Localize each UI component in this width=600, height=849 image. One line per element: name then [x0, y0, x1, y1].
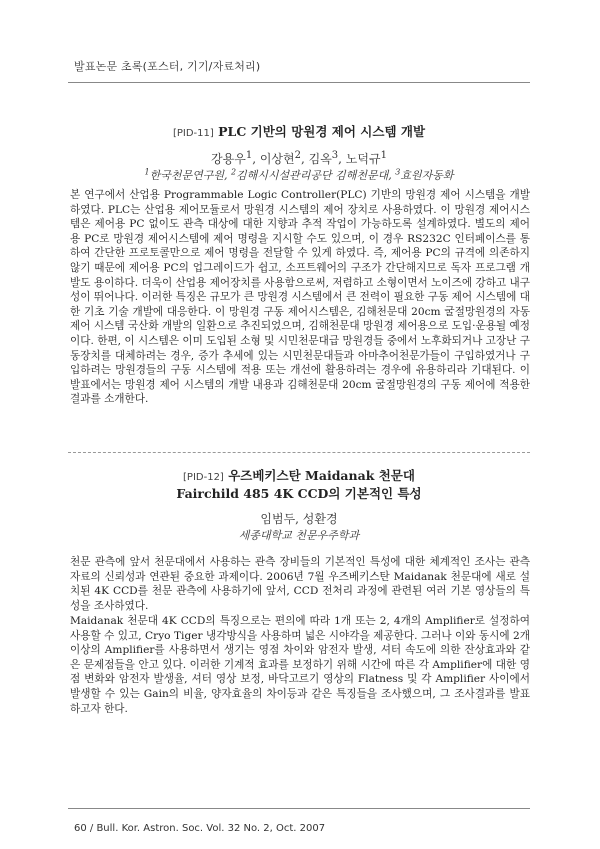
footer-citation: 60 / Bull. Kor. Astron. Soc. Vol. 32 No. 2, Oct. 2007	[74, 823, 326, 834]
abstract2-body-para1: 천문 관측에 앞서 천문대에서 사용하는 관측 장비들의 기본적인 특성에 대한 체계적인 조사는 관측 자료의 신뢰성과 연관된 중요한 과제이다. 2006년 7월 우즈베키스탄 Maidanak 천문대에 새로 설치된 4K CCD를 천문 관측에 사용하기에 앞서, CCD 전처리 과정에 관련된 여러 기본 영상들의 특성을 조사하였다.	[70, 556, 530, 612]
abstract2-affiliation: 세종대학교 천문우주학과	[238, 529, 360, 542]
affiliation: 한국천문연구원,	[149, 169, 231, 182]
affiliation: 효원자동화	[400, 169, 454, 182]
abstract2-title-line1-text: 우즈베키스탄 Maidanak 천문대	[228, 468, 415, 483]
affiliation: 김해시시설관리공단 김해천문대,	[236, 169, 396, 182]
author-name: , 김옥	[300, 152, 332, 166]
abstract1-affiliations	[68, 167, 530, 183]
author-sup: 3	[331, 150, 339, 161]
affil-sup: 2	[230, 167, 237, 177]
abstract2-title-line2: Fairchild 485 4K CCD의 기본적인 특성	[176, 486, 422, 501]
running-header: 발표논문 초록(포스터, 기기/자료처리)	[74, 60, 261, 73]
abstract1-authors	[68, 150, 530, 167]
affil-sup: 3	[395, 167, 401, 177]
section-divider	[68, 452, 530, 453]
abstract1-code: [PID-11]	[172, 128, 214, 139]
abstract2-code: [PID-12]	[183, 472, 224, 483]
abstract1-title: PLC 기반의 망원경 제어 시스템 개발	[218, 124, 426, 139]
abstract2-authors: 임범두, 성환경	[260, 512, 338, 526]
abstract2-body-para2: Maidanak 천문대 4K CCD의 특징으로는 편의에 따라 1개 또는 2, 4개의 Amplifier로 설정하여 사용할 수 있고, Cryo Tiger 냉각방식을 사용하며 넓은 시야각을 제공한다. 그러나 이와 동시에 2개 이상의 Amplifier를 사용하면서 생기는 영점 차이와 암전자 발생, 셔터 속도에 의한 잔상효과와 같은 문제점들을 안고 있다. 이러한 기계적 효과를 보정하기 위해 시간에 따른 각 Amplifier에 대한 영점 변화와 암전자 발생율, 셔터 영상 보정, 바닥고르기 영상의 Flatness 및 각 Amplifier 사이에서 발생할 수 있는 Gain의 비율, 양자효율의 차이등과 같은 특징들을 조사했으며, 그 조사결과를 발표하고자 한다.	[70, 615, 530, 715]
footer-rule	[68, 808, 530, 809]
author-name: 강용우	[211, 152, 246, 166]
author-sup: 1	[245, 150, 253, 161]
author-sup: 2	[294, 150, 301, 161]
author-sup: 1	[380, 150, 387, 161]
affil-sup: 1	[144, 167, 150, 177]
abstract1-title-line	[68, 122, 530, 140]
abstract1-body: 본 연구에서 산업용 Programmable Logic Controller(PLC) 기반의 망원경 제어 시스템을 개발하였다. PLC는 산업용 제어모듈로서 망원경 시스템의 제어 장치로 사용하였다. 이 망원경 제어시스템은 제어용 PC 없이도 관측 대상에 대한 지향과 추적 작업이 가능하도록 설계하였다. 별도의 제어용 PC로 망원경 제어시스템에 제어 명령을 지시할 수도 있으며, 이 경우 RS232C 인터페이스를 통하여 간단한 프로토콜만으로 제어 명령을 전달할 수 있게 하였다. 즉, 제어용 PC의 규격에 의존하지 않기 때문에 제어용 PC의 업그레이드가 쉽고, 소프트웨어의 구조가 간단해지므로 독자 프로그램 개발도 용이하다. 더욱이 산업용 제어장치를 사용함으로써, 저렴하고 소형이면서 노이즈에 강하고 내구성이 뛰어나다. 이러한 특징은 규모가 큰 망원경 시스템에서 큰 전력이 필요한 구동 제어 시스템에 대한 기초 기술 개발에 대응한다. 이 망원경 구동 제어시스템은, 김해천문대 20cm 굴절망원경의 자동제어 시스템 국산화 개발의 일환으로 추진되었으며, 김해천문대 망원경 제어용으로 도입·운용될 예정이다. 한편, 이 시스템은 이미 도입된 소형 및 시민천문대급 망원경들 중에서 노후화되거나 고장난 구동장치를 대체하려는 경우, 증가 추세에 있는 시민천문대들과 아마추어천문가들이 구입하였거나 구입하려는 망원경들의 구동 시스템에 적용 또는 개선에 활용하려는 경우에 유용하리라 기대된다. 이 발표에서는 망원경 제어 시스템의 개발 내용과 김해천문대 20cm 굴절망원경의 구동 제어에 적용한 결과를 소개한다.	[70, 189, 530, 406]
abstract2-title-line1	[68, 466, 530, 484]
header-rule	[68, 82, 530, 83]
author-name: , 이상현	[252, 152, 295, 166]
author-name: , 노덕규	[338, 152, 381, 166]
